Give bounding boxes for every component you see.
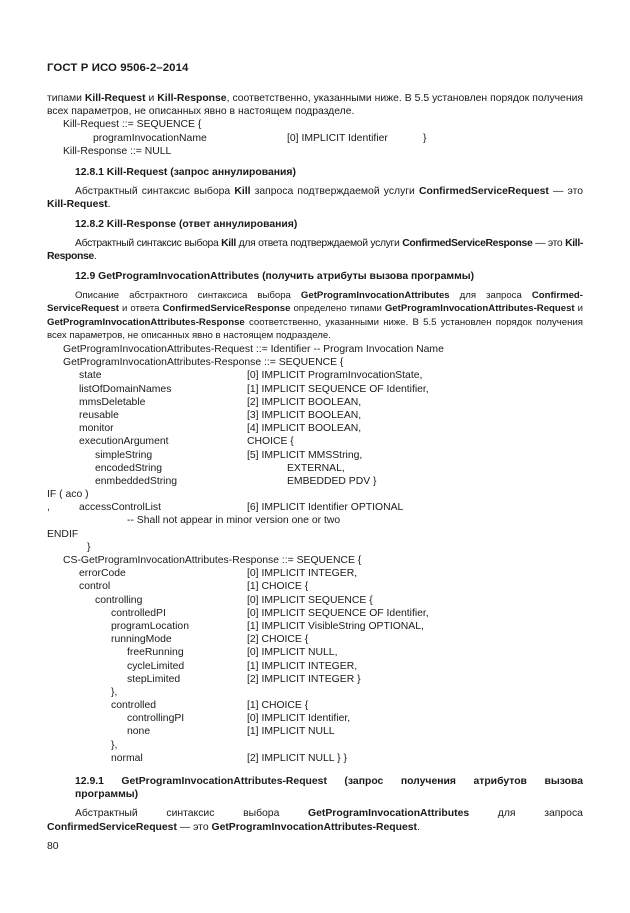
code-line [47, 699, 583, 712]
code-line [47, 435, 583, 448]
section-paragraph [47, 185, 583, 211]
code-line [47, 356, 583, 369]
bold-term: ConfirmedServiceRequest [418, 186, 549, 198]
code-field-type: [2] CHOICE { [247, 634, 309, 646]
code-field-name: none [127, 726, 151, 738]
bold-term: GetProgramInvocationAttributes [300, 290, 450, 302]
code-brace: } [87, 541, 91, 553]
code-field-type: [0] IMPLICIT INTEGER, [247, 568, 358, 580]
code-line [47, 752, 583, 765]
code-field-name: stepLimited [127, 673, 181, 685]
code-field-type: EXTERNAL, [287, 462, 345, 474]
code-field-name: enmbeddedString [95, 475, 178, 487]
text-run: . [107, 199, 111, 211]
intro-block [47, 92, 583, 158]
code-field-name: encodedString [95, 462, 163, 474]
code-line [47, 594, 583, 607]
section-12-9-1 [47, 775, 583, 834]
code-line [47, 541, 583, 554]
code-line [47, 567, 583, 580]
text-run: Абстрактный синтаксис выбора [75, 238, 222, 250]
code-field-type: [6] IMPLICIT Identifier OPTIONAL [247, 502, 404, 514]
code-text: ENDIF [47, 528, 79, 540]
section-paragraph [47, 289, 583, 342]
bold-term: Kill-Request [84, 93, 146, 104]
code-brace: }, [111, 739, 118, 751]
text-run: для [497, 808, 516, 820]
code-text: , [47, 502, 50, 514]
text-run: — это [176, 821, 212, 833]
section-heading: 12.8.1 Kill-Request (запрос аннулирования) [75, 167, 296, 178]
code-field-name: controlled [111, 700, 157, 712]
text-run: запроса подтверждаемой услуги [250, 186, 419, 198]
code-field-name: controllingPI [127, 713, 185, 725]
bold-term: Kill [221, 238, 236, 250]
code-comment: -- Shall not appear in minor version one or two [127, 515, 341, 527]
text-run: — это [532, 238, 566, 250]
intro-paragraph [47, 92, 583, 118]
code-line [47, 409, 583, 422]
code-line [47, 620, 583, 633]
code-field-name: controlledPI [111, 607, 166, 619]
code-field-name: reusable [79, 409, 119, 421]
code-field-type: [1] CHOICE { [247, 700, 309, 712]
asn1-code-listing [47, 343, 583, 765]
code-brace: } [423, 132, 427, 144]
code-field-type: [1] IMPLICIT NULL [247, 726, 335, 738]
text-run: — это [548, 186, 583, 198]
text-run: Абстрактный [75, 808, 138, 820]
code-text: Kill-Response ::= NULL [63, 145, 172, 157]
code-field-name: accessControlList [79, 502, 162, 514]
code-line [47, 145, 583, 158]
section-heading-line: 12.9.1 GetProgramInvocationAttributes-Request (запрос получения атрибутов вызова [75, 776, 583, 787]
code-field-type: [0] IMPLICIT Identifier [287, 132, 388, 144]
text-run: соответственно, указанными ниже. В 5.5 установлен порядок получения всех параметров, не описанных явно в настоящем подразделе. [47, 316, 583, 341]
code-line [47, 528, 583, 541]
code-text: GetProgramInvocationAttributes-Request ::= Identifier -- Program Invocation Name [63, 344, 444, 355]
code-line [47, 369, 583, 382]
code-field-name: programInvocationName [93, 132, 207, 144]
bold-term: GetProgramInvocationAttributes-Response [47, 316, 245, 328]
code-field-type: [1] IMPLICIT VisibleString OPTIONAL, [247, 620, 424, 632]
section-12-8-2 [47, 218, 583, 264]
page-number: 80 [47, 841, 59, 852]
text-run: типами [47, 93, 85, 104]
bold-term: Confirmed-ServiceRequest [47, 290, 583, 315]
text-run: . [417, 821, 420, 833]
code-field-type: [1] IMPLICIT SEQUENCE OF Identifier, [247, 383, 429, 395]
code-field-name: normal [111, 752, 143, 764]
text-run: синтаксис [166, 808, 215, 820]
code-line [47, 660, 583, 673]
code-field-type: [4] IMPLICIT BOOLEAN, [247, 423, 362, 435]
bold-term: GetProgramInvocationAttributes-Request [384, 303, 575, 315]
code-line [47, 580, 583, 593]
code-line [47, 118, 583, 131]
code-field-name: monitor [79, 423, 114, 435]
code-line [47, 422, 583, 435]
code-line [47, 383, 583, 396]
code-field-name: controlling [95, 594, 143, 606]
code-field-name: simpleString [95, 449, 153, 461]
code-line [47, 501, 583, 514]
bold-term: Kill-Response [157, 93, 227, 104]
code-field-type: [1] CHOICE { [247, 581, 309, 593]
bold-term: Kill [234, 186, 251, 198]
code-line [47, 633, 583, 646]
code-line [47, 686, 583, 699]
code-field-type: [3] IMPLICIT BOOLEAN, [247, 409, 362, 421]
code-text: CS-GetProgramInvocationAttributes-Response ::= SEQUENCE { [63, 555, 362, 566]
code-line [47, 712, 583, 725]
code-field-name: errorCode [79, 568, 126, 580]
text-run: и [145, 93, 158, 104]
bold-term: ConfirmedServiceResponse [162, 303, 291, 315]
text-run: для запроса [449, 290, 532, 302]
text-run: запроса [544, 808, 583, 820]
code-brace: }, [111, 686, 118, 698]
justified-line [47, 807, 583, 820]
code-line [47, 646, 583, 659]
text-run: для ответа подтверждаемой услуги [235, 238, 403, 250]
code-line [47, 449, 583, 462]
section-paragraph [47, 237, 583, 263]
bold-term: GetProgramInvocationAttributes-Request [211, 821, 418, 833]
code-field-type: [0] IMPLICIT NULL, [247, 647, 338, 659]
code-field-type: [5] IMPLICIT MMSString, [247, 449, 363, 461]
code-field-name: mmsDeletable [79, 396, 146, 408]
bold-term: GetProgramInvocationAttributes [308, 808, 470, 820]
document-header: ГОСТ Р ИСО 9506-2–2014 [47, 62, 189, 74]
bold-term: Kill-Request [47, 199, 108, 211]
code-field-name: freeRunning [127, 647, 184, 659]
code-field-name: state [79, 370, 102, 382]
text-run: определено типами [290, 303, 385, 315]
code-line [47, 475, 583, 488]
code-field-type: [0] IMPLICIT Identifier, [247, 713, 351, 725]
bold-term: Kill-Response [47, 238, 583, 263]
section-12-8-1 [47, 166, 583, 212]
code-field-type: [0] IMPLICIT SEQUENCE OF Identifier, [247, 607, 429, 619]
code-field-name: executionArgument [79, 436, 169, 448]
text-run: , соответственно, указанными ниже. В 5.5 установлен порядок получения всех параметров, не описанных явно в настоящем подразделе. [47, 93, 583, 118]
code-field-type: [2] IMPLICIT BOOLEAN, [247, 396, 362, 408]
code-line [47, 132, 583, 145]
code-field-name: listOfDomainNames [79, 383, 172, 395]
code-field-type: [2] IMPLICIT NULL } } [247, 752, 347, 764]
code-text: Kill-Request ::= SEQUENCE { [63, 119, 202, 131]
code-field-type: [0] IMPLICIT SEQUENCE { [247, 594, 373, 606]
text-run: Абстрактный синтаксис выбора [75, 186, 235, 198]
text-run: и ответа [119, 303, 163, 315]
code-field-type: CHOICE { [247, 436, 294, 448]
code-field-name: cycleLimited [127, 660, 185, 672]
code-text: IF ( aco ) [47, 489, 89, 501]
code-line [47, 607, 583, 620]
code-line [47, 488, 583, 501]
text-run: Описание абстрактного синтаксиса выбора [75, 290, 301, 302]
code-line [47, 739, 583, 752]
code-line [47, 343, 583, 356]
code-text: GetProgramInvocationAttributes-Response ::= SEQUENCE { [63, 357, 344, 369]
code-field-type: [0] IMPLICIT ProgramInvocationState, [247, 370, 423, 382]
section-heading: 12.9 GetProgramInvocationAttributes (получить атрибуты вызова программы) [75, 271, 475, 282]
section-12-9 [47, 270, 583, 342]
code-line [47, 673, 583, 686]
text-run: выбора [243, 808, 280, 820]
code-field-type: [1] IMPLICIT INTEGER, [247, 660, 358, 672]
code-line [47, 462, 583, 475]
code-field-name: runningMode [111, 634, 172, 646]
section-heading: 12.8.2 Kill-Response (ответ аннулирования) [75, 219, 298, 230]
section-paragraph [47, 821, 583, 834]
code-line [47, 554, 583, 567]
code-line [47, 725, 583, 738]
code-line [47, 514, 583, 527]
bold-term: ConfirmedServiceRequest [47, 821, 177, 833]
code-field-name: control [79, 581, 111, 593]
text-run: и [574, 303, 583, 315]
text-run: . [93, 251, 97, 263]
code-field-type: [2] IMPLICIT INTEGER } [247, 673, 361, 685]
section-heading-line: программы) [75, 789, 139, 801]
bold-term: ConfirmedServiceResponse [402, 238, 533, 250]
code-field-type: EMBEDDED PDV } [287, 475, 377, 487]
code-line [47, 396, 583, 409]
code-field-name: programLocation [111, 620, 189, 632]
